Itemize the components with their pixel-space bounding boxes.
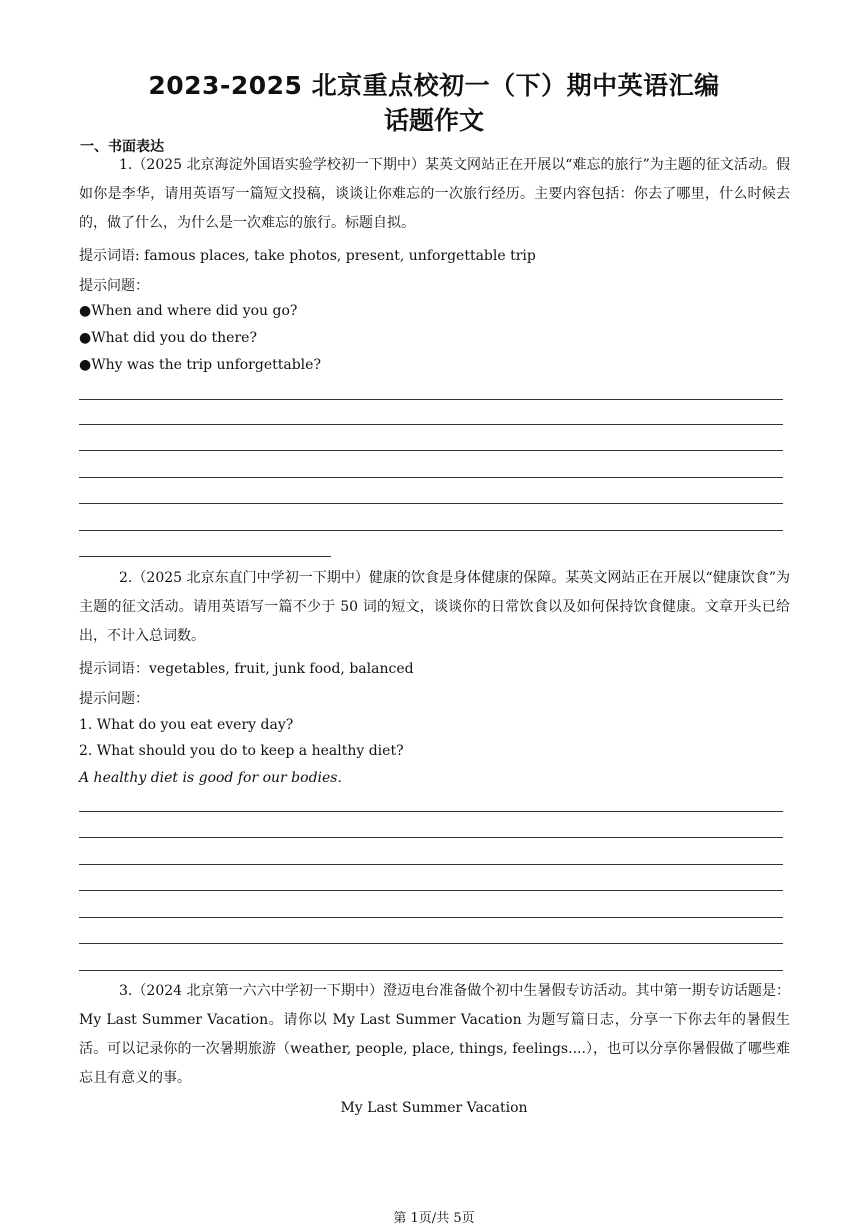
answer-line [79,450,783,451]
essay-title: My Last Summer Vacation [340,1100,528,1116]
answer-line [79,943,783,944]
answer-line [79,837,783,838]
question-1-hint-question: ●What did you do there? [79,330,257,346]
answer-line [79,970,783,971]
question-1-hint-question: ●Why was the trip unforgettable? [79,357,321,373]
answer-line [79,864,783,865]
question-2-hint-words: 提示词语：vegetables, fruit, junk food, balanced [79,661,414,677]
question-2-hint-question: 1. What do you eat every day? [79,717,294,733]
question-3-prompt: 3.（2024 北京第一六六中学初一下期中）澄迈电台准备做个初中生暑假专访活动。其中第一期专访话题是：My Last Summer Vacation。请你以 My Last Summer Vacation 为题写篇日志，分享一下你去年的暑假生活。可以记录你的一次暑期旅游（weather, people, place, things, feelings....），也可以分享你暑假做了哪些难忘且有意义的事。 [79,983,790,1086]
question-2-opening-sentence: A healthy diet is good for our bodies. [79,770,342,786]
question-2-hint-question: 2. What should you do to keep a healthy diet? [79,743,404,759]
question-1-prompt: 1.（2025 北京海淀外国语实验学校初一下期中）某英文网站正在开展以“难忘的旅行”为主题的征文活动。假如你是李华，请用英语写一篇短文投稿，谈谈让你难忘的一次旅行经历。主要内容包括：你去了哪里，什么时候去的，做了什么，为什么是一次难忘的旅行。标题自拟。 [79,157,790,231]
question-1-hint-question: ●When and where did you go? [79,303,298,319]
page-number: 第 1页/共 5页 [393,1211,475,1226]
answer-line [79,811,783,812]
answer-line [79,424,783,425]
answer-line [79,556,331,557]
question-2-prompt: 2.（2025 北京东直门中学初一下期中）健康的饮食是身体健康的保障。某英文网站正在开展以“健康饮食”为主题的征文活动。请用英语写一篇不少于 50 词的短文，谈谈你的日常饮食以及如何保持饮食健康。文章开头已给出，不计入总词数。 [79,570,790,644]
question-2-hint-label: 提示问题： [79,691,149,707]
section-heading: 一、书面表达 [80,139,164,155]
answer-line [79,530,783,531]
question-1-hint-label: 提示问题： [79,278,149,294]
answer-line [79,399,783,400]
answer-line [79,890,783,891]
answer-line [79,917,783,918]
answer-line [79,477,783,478]
question-1-hint-words: 提示词语: famous places, take photos, present, unforgettable trip [79,248,536,264]
answer-line [79,503,783,504]
page-title: 2023-2025 北京重点校初一（下）期中英语汇编 [148,71,720,100]
page-subtitle: 话题作文 [383,106,484,135]
